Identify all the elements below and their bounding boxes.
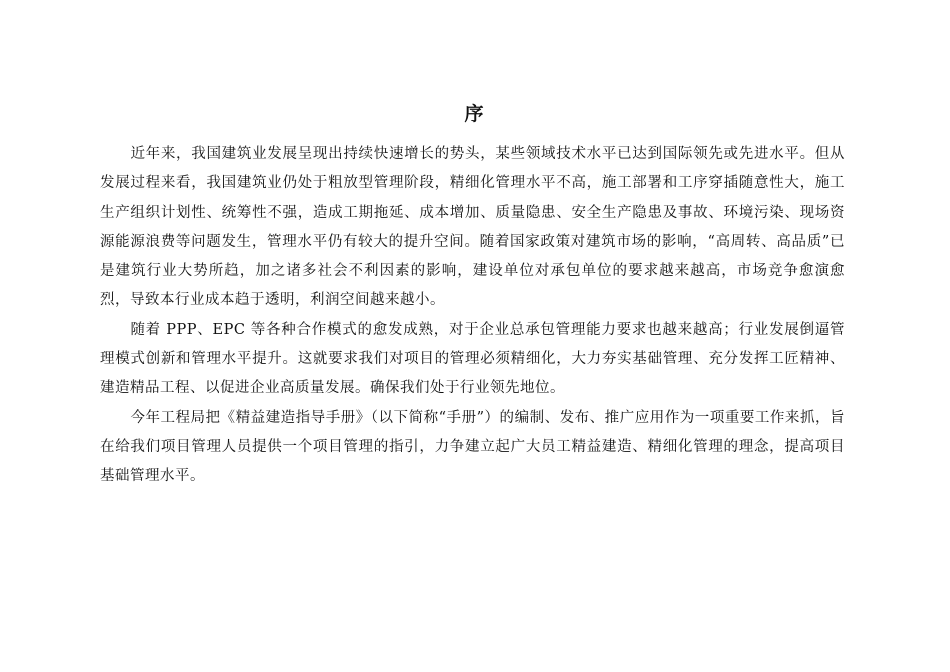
paragraph: 今年工程局把《精益建造指导手册》（以下简称“手册”）的编制、发布、推广应用作为一项重要工作来抓，旨在给我们项目管理人员提供一个项目管理的指引，力争建立起广大员工精益建造、精细化管理的理念，提高项目基础管理水平。 (100, 409, 845, 485)
page-title: 序 (464, 103, 486, 125)
paragraph: 随着 PPP、EPC 等各种合作模式的愈发成熟，对于企业总承包管理能力要求也越来越高；行业发展倒逼管理模式创新和管理水平提升。这就要求我们对项目的管理必须精细化，大力夯实基础管理、充分发挥工匠精神、建造精品工程、以促进企业高质量发展。确保我们处于行业领先地位。 (100, 321, 845, 397)
paragraph: 近年来，我国建筑业发展呈现出持续快速增长的势头，某些领域技术水平已达到国际领先或先进水平。但从发展过程来看，我国建筑业仍处于粗放型管理阶段，精细化管理水平不高，施工部署和工序穿插随意性大，施工生产组织计划性、统筹性不强，造成工期拖延、成本增加、质量隐患、安全生产隐患及事故、环境污染、现场资源能源浪费等问题发生，管理水平仍有较大的提升空间。随着国家政策对建筑市场的影响，“高周转、高品质”已是建筑行业大势所趋，加之诸多社会不利因素的影响，建设单位对承包单位的要求越来越高，市场竞争愈演愈烈，导致本行业成本趋于透明，利润空间越来越小。 (100, 146, 845, 309)
preface-body (100, 140, 845, 492)
